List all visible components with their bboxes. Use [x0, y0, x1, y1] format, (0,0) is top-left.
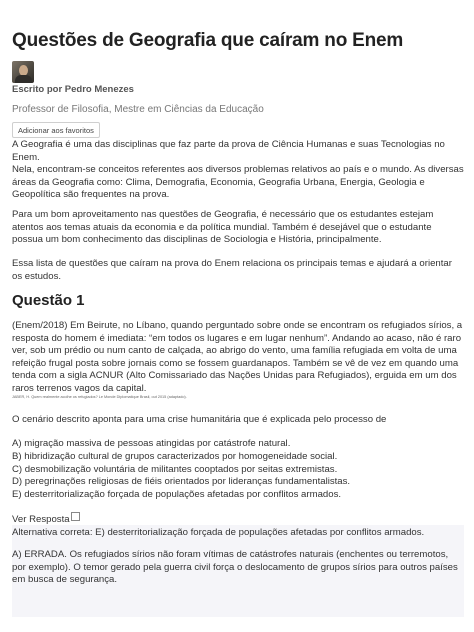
avatar-body	[15, 75, 32, 83]
question-statement: (Enem/2018) Em Beirute, no Líbano, quando perguntado sobre onde se encontram os refugiados sírios, a resposta do homem é imediata: “em todos os lugares e em lugar nenhum”. Andando ao acaso, não é raro ver, sob um prédio ou num canto de calçada, ao abrigo do vento, uma família refugiada em volta de uma refeição frugal posta sobre jornais como se fossem guardanapos. Também se vê de vez em quando uma tenda com a sigla ACNUR (Alto Comissariado das Nações Unidas para Refugiados), erguida em um dos raros terrenos vagos da capital.	[12, 320, 463, 394]
question-source: JABER, H. Quem realmente acolhe os refugiados? Le Monde Diplomatique Brasil, out 2015 (adaptado).	[12, 395, 187, 399]
option-b: B) hibridização cultural de grupos caracterizados por homogeneidade social.	[12, 450, 338, 462]
author-role: Professor de Filosofia, Mestre em Ciências da Educação	[12, 104, 264, 115]
intro-paragraph-4: Essa lista de questões que caíram na prova do Enem relaciona os principais temas e ajudará a orientar os estudos.	[12, 258, 452, 282]
option-e: E) desterritorialização forçada de populações afetadas por conflitos armados.	[12, 489, 342, 501]
option-d: D) peregrinações religiosas de fiéis orientados por lideranças fundamentalistas.	[12, 476, 351, 488]
author-avatar	[12, 61, 34, 83]
correct-answer: Alternativa correta: E) desterritorialização forçada de populações afetadas por conflitos armados.	[12, 527, 425, 538]
question-heading: Questão 1	[12, 292, 85, 309]
answer-panel	[12, 525, 464, 617]
page-title: Questões de Geografia que caíram no Enem	[12, 30, 404, 51]
author-name[interactable]: Escrito por Pedro Menezes	[12, 84, 134, 95]
add-to-favorites-button[interactable]: Adicionar aos favoritos	[12, 122, 100, 138]
show-answer-label[interactable]: Ver Resposta	[12, 514, 70, 525]
answer-explanation: A) ERRADA. Os refugiados sírios não foram vítimas de catástrofes naturais (enchentes ou terremotos, por exemplo). O temor gerado pela guerra civil força o deslocamento de grupos sírios para outros países em busca de segurança.	[12, 549, 458, 586]
show-answer-toggle[interactable]	[12, 514, 80, 525]
option-c: C) desmobilização voluntária de militantes cooptados por seitas extremistas.	[12, 463, 338, 475]
option-a: A) migração massiva de pessoas atingidas por catástrofe natural.	[12, 438, 291, 449]
intro-paragraph-2: Nela, encontram-se conceitos referentes aos diversos problemas relativos ao país e o mundo. As diversas áreas da Geografia como: Clima, Demografia, Economia, Geografia Urbana, Energia, Geologia e Geopolítica são frequentes na prova.	[12, 164, 464, 201]
intro-paragraph-3: Para um bom aproveitamento nas questões de Geografia, é necessário que os estudantes estejam atentos aos temas atuais da economia e da política mundial. Também é desejável que o estudante possua um bom conhecimento das disciplinas de Sociologia e História, principalmente.	[12, 209, 434, 246]
question-prompt: O cenário descrito aponta para uma crise humanitária que é explicada pelo processo de	[12, 414, 387, 425]
intro-paragraph-1: A Geografia é uma das disciplinas que faz parte da prova de Ciência Humanas e suas Tecnologias no Enem.	[12, 139, 445, 163]
show-answer-checkbox[interactable]	[71, 512, 80, 521]
answer-options	[12, 438, 464, 502]
